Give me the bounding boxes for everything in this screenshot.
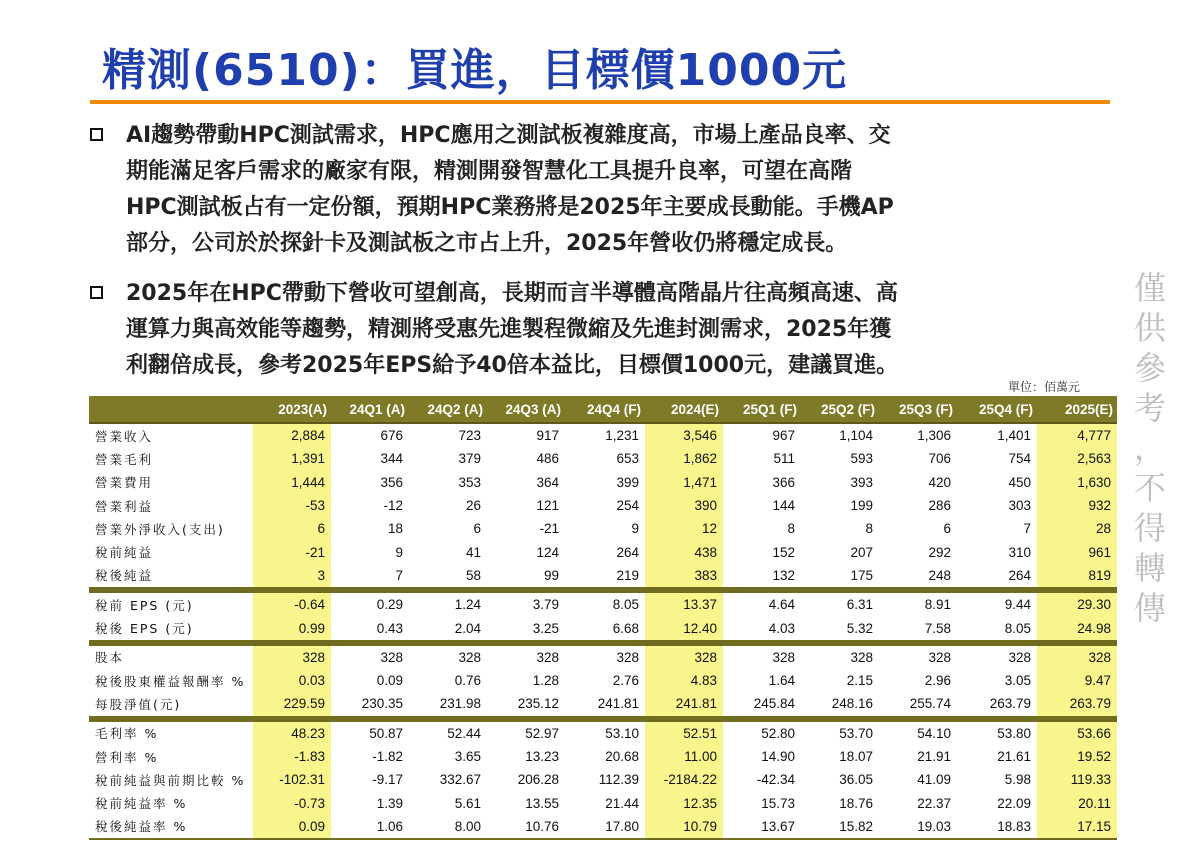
table-cell: 917 [536,428,559,444]
table-cell: -102.31 [253,768,331,791]
bullet-item [86,276,1116,384]
bullet-text-line: 2025年在HPC帶動下營收可望創高，長期而言半導體高階晶片往高頻高速、高 [126,281,898,306]
table-row [89,471,1117,494]
table-cell: 21.61 [997,749,1031,764]
table-cell: -42.34 [756,772,795,788]
table-cell: 4.03 [768,620,795,636]
table-row [89,423,1117,447]
table-cell: 248.16 [831,696,873,712]
table-cell: 52.97 [525,725,559,741]
table-cell: 230.35 [361,696,403,712]
table-cell: 241.81 [645,692,723,715]
table-cell: 328 [616,649,639,665]
table-cell: 328 [1008,649,1031,665]
table-cell: 19.52 [1037,745,1117,768]
table-cell: 328 [253,646,331,669]
table-cell: 10.76 [487,815,565,839]
row-label: 稅前純益與前期比較 % [95,772,246,788]
table-cell: 9.47 [1037,669,1117,692]
table-cell: 53.66 [1037,722,1117,745]
watermark-char: 供 [1133,309,1166,347]
table-cell: 14.90 [761,749,795,764]
table-cell: 19.03 [879,815,957,839]
table-cell: 36.05 [839,772,873,788]
column-header: 25Q4 (F) [957,396,1037,423]
table-cell: 332.67 [439,772,481,788]
table-cell: 6.68 [612,620,639,636]
table-cell: 1.06 [331,815,409,839]
table-cell: 20.68 [605,749,639,764]
table-cell: 5.61 [454,795,481,811]
table-cell: 12.40 [645,616,723,639]
column-header: 25Q3 (F) [879,396,957,423]
table-cell: 22.37 [917,795,951,811]
table-cell: 328 [380,649,403,665]
table-cell: 1,104 [839,428,873,444]
table-cell: 11.00 [645,745,723,768]
table-cell: 328 [645,646,723,669]
table-cell: 2.04 [454,620,481,636]
table-row [89,517,1117,540]
table-cell: 112.39 [598,772,639,788]
table-cell: 41.09 [917,772,951,788]
table-cell: 28 [1037,517,1117,540]
table-cell: 26 [465,498,481,514]
table-cell: -2184.22 [645,768,723,791]
table-cell: 593 [850,451,873,467]
table-cell: -0.73 [253,791,331,814]
table-cell: 9 [395,544,403,560]
table-cell: 754 [1008,451,1031,467]
table-cell: 286 [928,498,951,514]
table-cell: 5.32 [846,620,873,636]
bullet-text-line: 期能滿足客戶需求的廠家有限，精測開發智慧化工具提升良率，可望在高階 [126,159,853,184]
table-row [89,540,1117,563]
table-cell: 3.05 [1004,673,1031,689]
title-underline [90,100,1110,104]
square-bullet-icon [90,286,103,299]
row-label: 毛利率 % [95,726,159,742]
row-label: 稅後 EPS (元) [95,621,194,637]
table-cell: 676 [380,428,403,444]
table-cell: 53.80 [997,725,1031,741]
table-cell: 819 [1037,564,1117,587]
table-row [89,447,1117,470]
financial-forecast-table [89,396,1117,840]
table-cell: 7.58 [924,620,951,636]
column-header: 25Q1 (F) [723,396,801,423]
table-cell: 175 [850,567,873,583]
table-cell: 21.91 [917,749,951,764]
table-row [89,722,1117,745]
table-cell: 22.09 [997,795,1031,811]
table-cell: 438 [645,540,723,563]
table-cell: 12.35 [645,791,723,814]
table-cell: 9.44 [1004,597,1031,613]
table-cell: 0.99 [253,616,331,639]
table-cell: 2,563 [1037,447,1117,470]
bullet-list [86,118,1116,398]
square-bullet-icon [90,128,103,141]
table-cell: 8.05 [612,597,639,613]
table-cell: 41 [465,544,481,560]
table-cell: 1,862 [645,447,723,470]
table-cell: 3.79 [532,597,559,613]
table-cell: 653 [616,451,639,467]
table-cell: 13.55 [525,795,559,811]
table-cell: 0.09 [253,815,331,839]
table-cell: -21 [253,540,331,563]
watermark-char: ， [1133,429,1166,467]
table-cell: 2.76 [612,673,639,689]
table-cell: 328 [458,649,481,665]
table-cell: 152 [772,544,795,560]
table-cell: 53.10 [605,725,639,741]
table-cell: 1.24 [454,597,481,613]
table-cell: 6.31 [846,597,873,613]
table-cell: 3.25 [532,620,559,636]
slide-title: 精測(6510)：買進，目標價1000元 [102,45,848,96]
table-cell: 124 [536,544,559,560]
table-body [89,423,1117,839]
table-cell: 132 [772,567,795,583]
row-label: 每股淨值(元) [95,696,182,712]
table-cell: 264 [1008,567,1031,583]
table-cell: 48.23 [253,722,331,745]
watermark [1130,268,1170,628]
table-cell: 967 [772,428,795,444]
table-cell: 303 [1008,498,1031,514]
table-cell: 241.81 [597,696,639,712]
table-cell: 4.83 [645,669,723,692]
table-cell: 1.39 [376,795,403,811]
row-label: 稅前純益率 % [95,796,188,812]
watermark-char: 得 [1133,509,1166,547]
table-cell: 399 [616,474,639,490]
table-cell: 723 [458,428,481,444]
watermark-char: 傳 [1133,589,1166,627]
table-cell: 390 [645,494,723,517]
table-cell: 264 [616,544,639,560]
row-label: 營業毛利 [95,451,154,467]
table-cell: -21 [539,521,559,537]
table-cell: 121 [536,498,559,514]
table-cell: 8 [787,521,795,537]
table-cell: 6 [943,521,951,537]
table-cell: 245.84 [753,696,795,712]
table-cell: 8.00 [409,815,487,839]
table-cell: 356 [380,474,403,490]
table-cell: 54.10 [917,725,951,741]
table-cell: 207 [850,544,873,560]
table-cell: 254 [616,498,639,514]
row-label: 稅前純益 [95,545,154,561]
bullet-text-line: HPC測試板占有一定份額，預期HPC業務將是2025年主要成長動能。手機AP [126,195,894,220]
table-cell: -12 [383,498,403,514]
table-cell: 511 [773,451,795,467]
table-cell: 4,777 [1037,423,1117,447]
bullet-text-line: 運算力與高效能等趨勢，精測將受惠先進製程微縮及先進封測需求，2025年獲 [126,317,892,342]
table-cell: 52.51 [645,722,723,745]
table-cell: 3.65 [454,749,481,764]
row-label: 營業利益 [95,498,154,514]
table-cell: 21.44 [605,795,639,811]
column-header: 24Q4 (F) [565,396,645,423]
table-cell: 52.80 [761,725,795,741]
table-cell: 3 [253,564,331,587]
table-cell: 328 [928,649,951,665]
table-cell: 13.23 [525,749,559,764]
table-cell: -1.83 [253,745,331,768]
table-cell: 24.98 [1037,616,1117,639]
table-cell: 18 [387,521,403,537]
table-cell: -0.64 [253,593,331,616]
table-cell: 18.83 [957,815,1037,839]
table-cell: 13.67 [723,815,801,839]
table-cell: 393 [850,474,873,490]
table-cell: -9.17 [372,772,403,788]
table-row [89,692,1117,715]
table-row [89,815,1117,839]
row-label: 稅後股東權益報酬率 % [95,673,246,689]
watermark-char: 僅 [1133,269,1166,307]
row-label: 營利率 % [95,749,159,765]
table-cell: 450 [1008,474,1031,490]
row-label: 稅前 EPS (元) [95,597,194,613]
table-row [89,646,1117,669]
table-cell: 364 [536,474,559,490]
table-cell: 8.05 [1004,620,1031,636]
table-cell: 6 [253,517,331,540]
table-cell: 12 [645,517,723,540]
table-cell: 292 [928,544,951,560]
column-header: 2025(E) [1037,396,1117,423]
table-row [89,494,1117,517]
table-cell: 17.80 [565,815,645,839]
table-cell: 1,444 [253,471,331,494]
row-label: 稅後純益率 % [89,815,253,839]
table-cell: 263.79 [989,696,1031,712]
bullet-text-line: AI趨勢帶動HPC測試需求，HPC應用之測試板複雜度高，市場上產品良率、交 [126,123,891,148]
table-cell: 2.15 [846,673,873,689]
table-cell: 231.98 [439,696,481,712]
table-row [89,593,1117,616]
table-cell: 328 [850,649,873,665]
table-row [89,616,1117,639]
table-cell: 344 [380,451,403,467]
table-cell: 144 [772,498,795,514]
bullet-item [86,118,1116,262]
table-cell: 706 [928,451,951,467]
table-cell: 8.91 [924,597,951,613]
table-cell: 1.28 [532,673,559,689]
table-cell: 52.44 [447,725,481,741]
bullet-text-line: 利翻倍成長，參考2025年EPS給予40倍本益比，目標價1000元，建議買進。 [126,353,899,378]
table-header-row [89,396,1117,423]
table-cell: 1,471 [645,471,723,494]
table-row [89,791,1117,814]
table-cell: 15.73 [761,795,795,811]
table-cell: 1,391 [253,447,331,470]
table-cell: 255.74 [909,696,951,712]
table-cell: 15.82 [801,815,879,839]
table-cell: 119.33 [1037,768,1117,791]
bullet-text-line: 部分，公司於於探針卡及測試板之市占上升，2025年營收仍將穩定成長。 [126,231,848,256]
table-cell: 961 [1037,540,1117,563]
column-header: 24Q2 (A) [409,396,487,423]
table-cell: 9 [631,521,639,537]
column-header: 24Q1 (A) [331,396,409,423]
table-cell: 18.76 [839,795,873,811]
table-cell: 99 [543,567,559,583]
row-label: 營業費用 [95,475,154,491]
table-cell: 235.12 [517,696,559,712]
table-cell: 379 [458,451,481,467]
table-cell: 248 [928,567,951,583]
table-cell: 383 [645,564,723,587]
column-header: 24Q3 (A) [487,396,565,423]
table-cell: 58 [465,567,481,583]
column-header: 2024(E) [645,396,723,423]
table-cell: 328 [772,649,795,665]
row-label: 營業外淨收入(支出) [95,521,225,537]
table-cell: 0.03 [253,669,331,692]
column-header: 2023(A) [253,396,331,423]
table-cell: 328 [1037,646,1117,669]
watermark-char: 轉 [1133,549,1166,587]
table-cell: 29.30 [1037,593,1117,616]
table-cell: 206.28 [517,772,559,788]
row-label: 營業收入 [95,428,154,444]
table-cell: 5.98 [1004,772,1031,788]
table-cell: 7 [395,567,403,583]
table-cell: 0.09 [376,673,403,689]
table-cell: -1.82 [372,749,403,764]
table-cell: 20.11 [1037,791,1117,814]
unit-label: 單位：佰萬元 [1008,380,1081,394]
table-cell: 2.96 [924,673,951,689]
table-row [89,745,1117,768]
table-cell: 0.76 [454,673,481,689]
table-cell: 932 [1037,494,1117,517]
table-cell: 486 [536,451,559,467]
table-cell: 3,546 [645,423,723,447]
table-cell: 7 [1023,521,1031,537]
table-cell: 366 [772,474,795,490]
table-cell: 50.87 [369,725,403,741]
table-cell: 13.37 [645,593,723,616]
table-cell: 1.64 [768,673,795,689]
header-corner [89,396,253,423]
table-cell: 1,630 [1037,471,1117,494]
table-row [89,564,1117,587]
table-cell: 219 [616,567,639,583]
table-cell: 6 [473,521,481,537]
table-row [89,768,1117,791]
table-cell: 263.79 [1037,692,1117,715]
table-row [89,669,1117,692]
watermark-char: 不 [1133,469,1166,507]
table-cell: 1,401 [997,428,1031,444]
table-cell: 2,884 [253,423,331,447]
table-cell: 0.29 [376,597,403,613]
table-cell: 328 [536,649,559,665]
watermark-char: 參 [1133,349,1166,387]
table-cell: 4.64 [768,597,795,613]
table-cell: 18.07 [839,749,873,764]
column-header: 25Q2 (F) [801,396,879,423]
table-cell: 199 [850,498,873,514]
table-cell: 10.79 [645,815,723,839]
table-cell: 53.70 [839,725,873,741]
row-label: 稅後純益 [95,568,154,584]
table-cell: 1,231 [605,428,639,444]
watermark-char: 考 [1133,389,1166,427]
table-cell: -53 [253,494,331,517]
table-cell: 0.43 [376,620,403,636]
table-cell: 353 [458,474,481,490]
row-label: 股本 [95,650,125,666]
table-cell: 8 [865,521,873,537]
table-cell: 17.15 [1037,815,1117,839]
table-cell: 310 [1008,544,1031,560]
table-cell: 229.59 [253,692,331,715]
table-cell: 1,306 [917,428,951,444]
table-cell: 420 [928,474,951,490]
